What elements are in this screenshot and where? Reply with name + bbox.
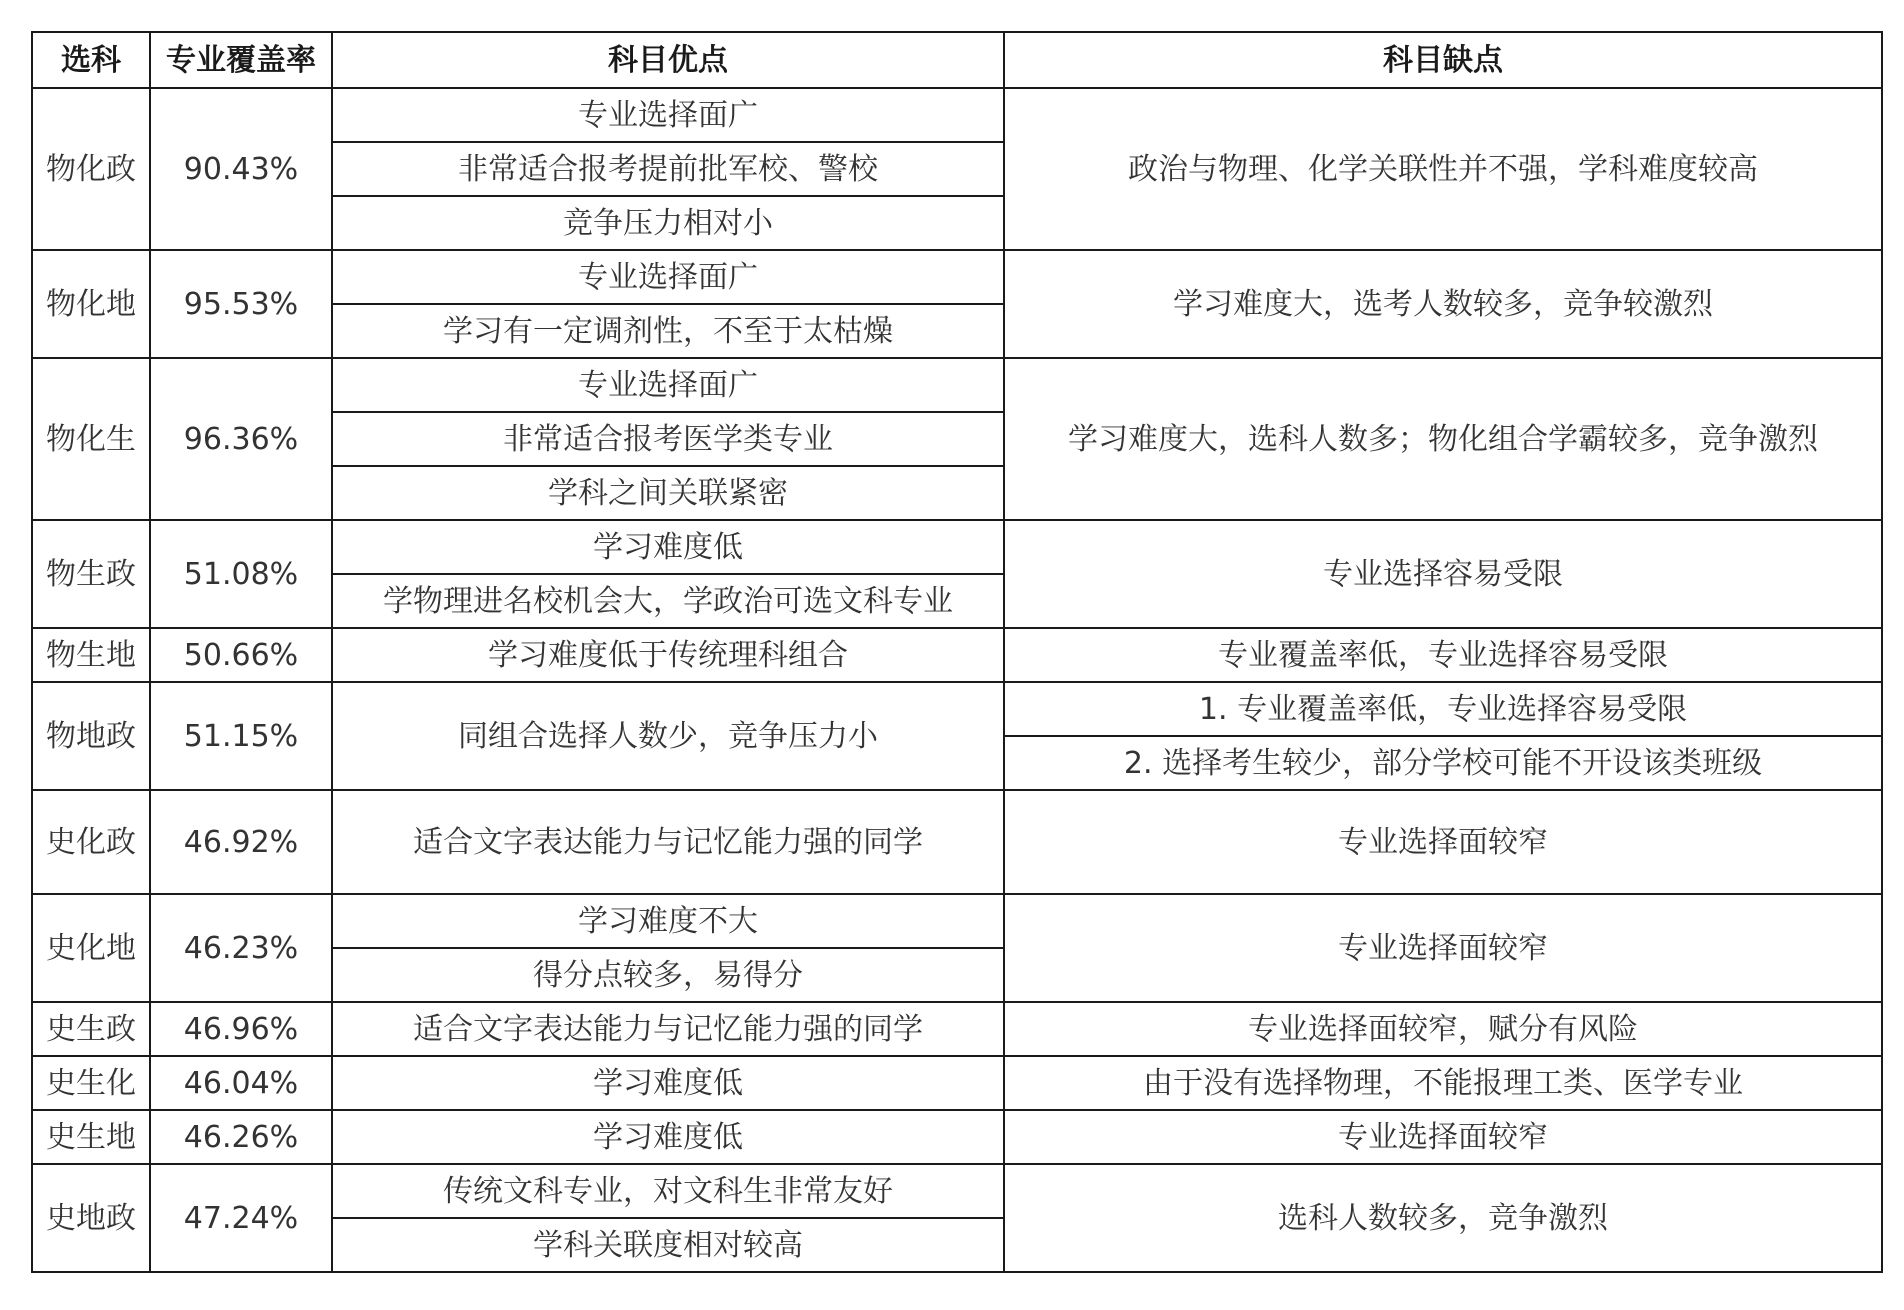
subject-combo-cell: 物生地 [32,628,150,682]
coverage-rate-cell: 46.96% [150,1002,332,1056]
table-row [32,1002,1882,1056]
disadvantage-cell: 专业选择面较窄 [1004,790,1882,894]
coverage-rate-cell: 95.53% [150,250,332,358]
subject-combo-cell: 物地政 [32,682,150,790]
coverage-rate-cell: 50.66% [150,628,332,682]
disadvantage-cell: 2. 选择考生较少，部分学校可能不开设该类班级 [1004,736,1882,790]
advantage-cell: 学习难度低于传统理科组合 [332,628,1004,682]
table-row [32,88,1882,142]
advantage-cell: 传统文科专业，对文科生非常友好 [332,1164,1004,1218]
advantage-cell: 专业选择面广 [332,250,1004,304]
advantage-cell: 专业选择面广 [332,358,1004,412]
advantage-cell: 学习难度低 [332,1056,1004,1110]
coverage-rate-cell: 51.15% [150,682,332,790]
subject-combo-cell: 物生政 [32,520,150,628]
coverage-rate-cell: 96.36% [150,358,332,520]
table-body [32,88,1882,1272]
coverage-rate-cell: 46.04% [150,1056,332,1110]
subject-combo-cell: 史生化 [32,1056,150,1110]
subject-combo-cell: 史生地 [32,1110,150,1164]
advantage-cell: 学习难度低 [332,1110,1004,1164]
header-disadvantages: 科目缺点 [1004,32,1882,88]
advantage-cell: 学习有一定调剂性，不至于太枯燥 [332,304,1004,358]
coverage-rate-cell: 46.92% [150,790,332,894]
advantage-cell: 得分点较多，易得分 [332,948,1004,1002]
disadvantage-cell: 专业选择面较窄 [1004,894,1882,1002]
table-row [32,1110,1882,1164]
disadvantage-cell: 1. 专业覆盖率低，专业选择容易受限 [1004,682,1882,736]
coverage-rate-cell: 90.43% [150,88,332,250]
advantage-cell: 同组合选择人数少，竞争压力小 [332,682,1004,790]
advantage-cell: 适合文字表达能力与记忆能力强的同学 [332,790,1004,894]
header-row [32,32,1882,88]
table-row [32,628,1882,682]
subject-combo-cell: 物化生 [32,358,150,520]
disadvantage-cell: 专业选择面较窄，赋分有风险 [1004,1002,1882,1056]
table-row [32,520,1882,574]
disadvantage-cell: 专业选择容易受限 [1004,520,1882,628]
advantage-cell: 专业选择面广 [332,88,1004,142]
header-advantages: 科目优点 [332,32,1004,88]
advantage-cell: 适合文字表达能力与记忆能力强的同学 [332,1002,1004,1056]
table-row [32,250,1882,304]
table-row [32,358,1882,412]
subject-combo-cell: 史化地 [32,894,150,1002]
advantage-cell: 学物理进名校机会大，学政治可选文科专业 [332,574,1004,628]
coverage-rate-cell: 51.08% [150,520,332,628]
table-row [32,894,1882,948]
subject-combo-cell: 物化政 [32,88,150,250]
header-subject-combo: 选科 [32,32,150,88]
table-row [32,682,1882,736]
advantage-cell: 学习难度低 [332,520,1004,574]
disadvantage-cell: 选科人数较多，竞争激烈 [1004,1164,1882,1272]
disadvantage-cell: 由于没有选择物理，不能报理工类、医学专业 [1004,1056,1882,1110]
advantage-cell: 学科之间关联紧密 [332,466,1004,520]
advantage-cell: 竞争压力相对小 [332,196,1004,250]
advantage-cell: 学科关联度相对较高 [332,1218,1004,1272]
subject-comparison-table [31,31,1883,1273]
table-row [32,1164,1882,1218]
coverage-rate-cell: 46.23% [150,894,332,1002]
subject-combo-cell: 物化地 [32,250,150,358]
subject-combo-cell: 史化政 [32,790,150,894]
disadvantage-cell: 专业选择面较窄 [1004,1110,1882,1164]
table-row [32,790,1882,842]
disadvantage-cell: 学习难度大，选科人数多；物化组合学霸较多，竞争激烈 [1004,358,1882,520]
disadvantage-cell: 政治与物理、化学关联性并不强，学科难度较高 [1004,88,1882,250]
disadvantage-cell: 专业覆盖率低，专业选择容易受限 [1004,628,1882,682]
coverage-rate-cell: 46.26% [150,1110,332,1164]
table-row [32,1056,1882,1110]
subject-combo-cell: 史生政 [32,1002,150,1056]
advantage-cell: 学习难度不大 [332,894,1004,948]
subject-combo-cell: 史地政 [32,1164,150,1272]
coverage-rate-cell: 47.24% [150,1164,332,1272]
advantage-cell: 非常适合报考医学类专业 [332,412,1004,466]
advantage-cell: 非常适合报考提前批军校、警校 [332,142,1004,196]
header-coverage-rate: 专业覆盖率 [150,32,332,88]
disadvantage-cell: 学习难度大，选考人数较多，竞争较激烈 [1004,250,1882,358]
